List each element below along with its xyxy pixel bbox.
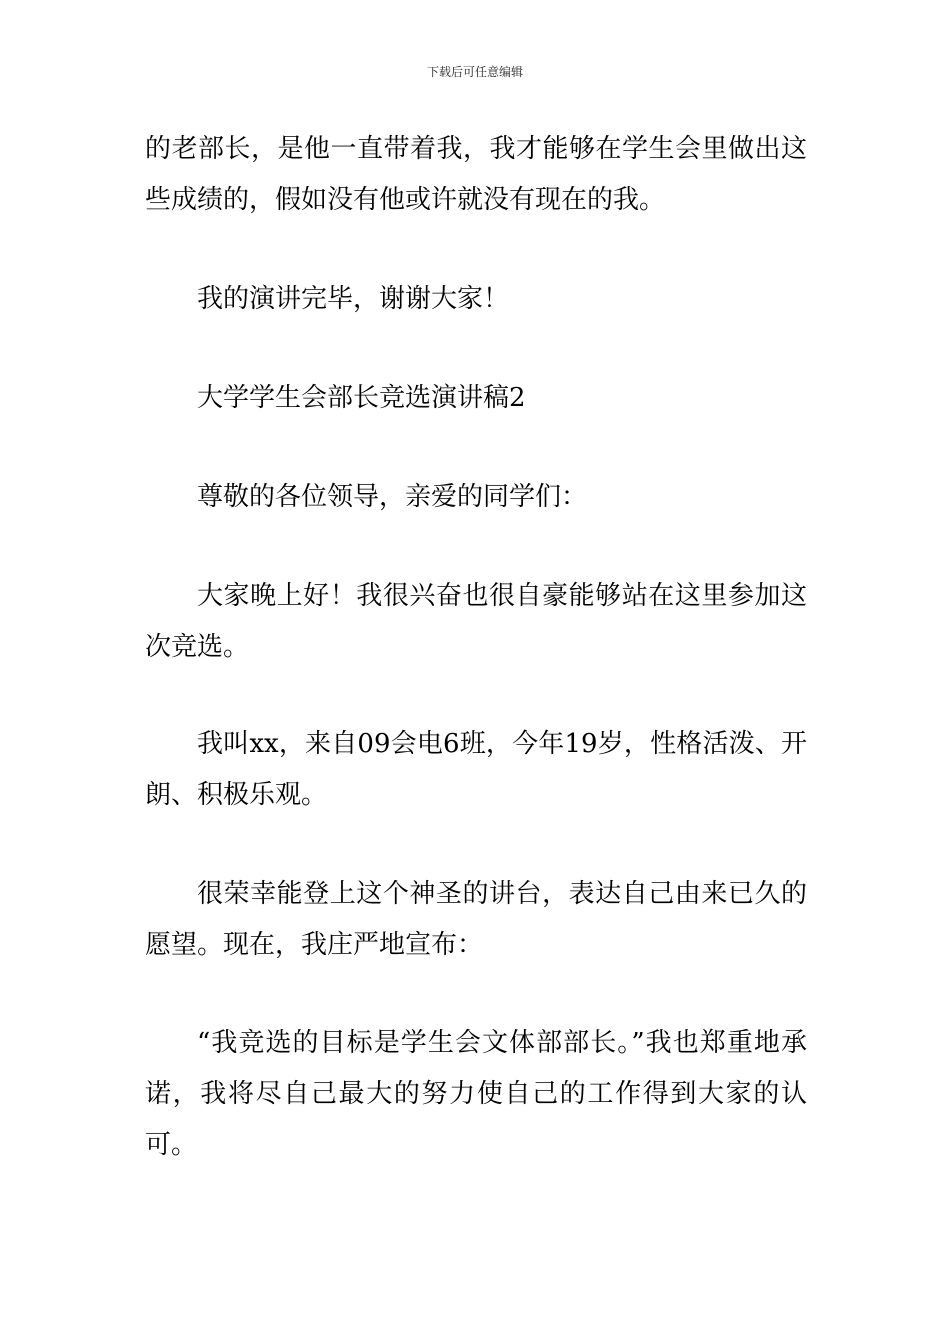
paragraph-introduction: 我叫xx，来自09会电6班，今年19岁，性格活泼、开朗、积极乐观。 xyxy=(145,729,807,810)
paragraph-2: 我的演讲完毕，谢谢大家！ xyxy=(197,284,510,314)
salutation: 尊敬的各位领导，亲爱的同学们： xyxy=(197,482,588,512)
section-title: 大学学生会部长竞选演讲稿2 xyxy=(197,383,526,413)
paragraph-aspiration: 很荣幸能登上这个神圣的讲台，表达自己由来已久的愿望。现在，我庄严地宣布： xyxy=(145,879,807,960)
paragraph-goal: “我竞选的目标是学生会文体部部长。”我也郑重地承诺，我将尽自己最大的努力使自己的工作得到大家的认可。 xyxy=(145,1028,807,1160)
paragraph-greeting: 大家晚上好！我很兴奋也很自豪能够站在这里参加这次竞选。 xyxy=(145,581,807,662)
page-header-note: 下载后可任意编辑 xyxy=(426,65,523,79)
paragraph-1: 的老部长，是他一直带着我，我才能够在学生会里做出这些成绩的，假如没有他或许就没有现在的我。 xyxy=(145,134,807,215)
